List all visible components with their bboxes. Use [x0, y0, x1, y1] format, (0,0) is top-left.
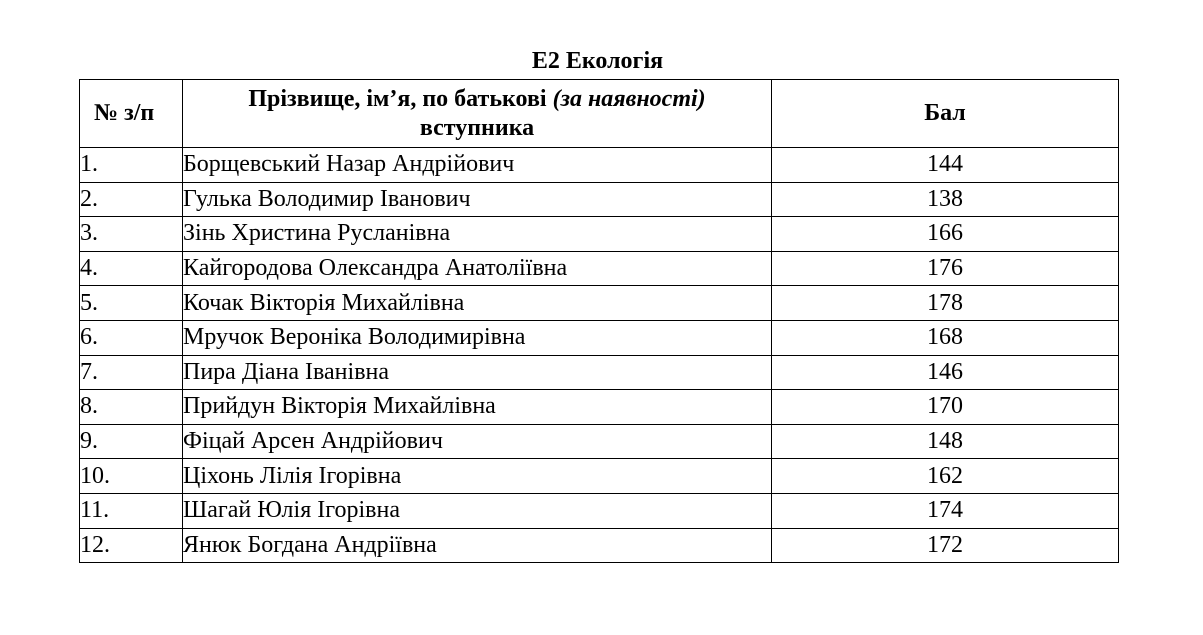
row-number: 5.: [80, 286, 183, 321]
row-score: 166: [772, 217, 1119, 252]
row-name: Кайгородова Олександра Анатоліївна: [183, 251, 772, 286]
row-number: 12.: [80, 528, 183, 563]
row-score: 146: [772, 355, 1119, 390]
row-name: Мручок Вероніка Володимирівна: [183, 320, 772, 355]
row-number: 1.: [80, 148, 183, 183]
header-name-main: Прізвище, ім’я, по батькові: [248, 85, 547, 112]
table-row: [80, 459, 1119, 494]
row-number: 9.: [80, 424, 183, 459]
table-row: [80, 493, 1119, 528]
table-row: [80, 148, 1119, 183]
row-score: 162: [772, 459, 1119, 494]
row-score: 138: [772, 182, 1119, 217]
table-row: [80, 217, 1119, 252]
table-row: [80, 286, 1119, 321]
table-header-row: [80, 80, 1119, 148]
row-name: Ціхонь Лілія Ігорівна: [183, 459, 772, 494]
header-name: [183, 80, 772, 148]
table-row: [80, 528, 1119, 563]
row-score: 144: [772, 148, 1119, 183]
table-row: [80, 355, 1119, 390]
row-score: 168: [772, 320, 1119, 355]
row-score: 174: [772, 493, 1119, 528]
row-number: 2.: [80, 182, 183, 217]
header-score: Бал: [772, 80, 1119, 148]
header-name-italic: (за наявності): [552, 85, 706, 112]
row-name: Прийдун Вікторія Михайлівна: [183, 390, 772, 425]
row-score: 170: [772, 390, 1119, 425]
row-name: Зінь Христина Русланівна: [183, 217, 772, 252]
table-row: [80, 390, 1119, 425]
header-name-last: вступника: [419, 114, 535, 141]
row-number: 10.: [80, 459, 183, 494]
row-score: 178: [772, 286, 1119, 321]
row-number: 3.: [80, 217, 183, 252]
row-number: 11.: [80, 493, 183, 528]
row-number: 4.: [80, 251, 183, 286]
row-name: Кочак Вікторія Михайлівна: [183, 286, 772, 321]
header-number: № з/п: [80, 80, 183, 148]
row-name: Фіцай Арсен Андрійович: [183, 424, 772, 459]
table-row: [80, 182, 1119, 217]
table-row: [80, 424, 1119, 459]
results-table: [79, 79, 1119, 563]
row-number: 7.: [80, 355, 183, 390]
row-name: Шагай Юлія Ігорівна: [183, 493, 772, 528]
row-name: Пира Діана Іванівна: [183, 355, 772, 390]
row-score: 176: [772, 251, 1119, 286]
row-name: Борщевський Назар Андрійович: [183, 148, 772, 183]
row-score: 148: [772, 424, 1119, 459]
table-row: [80, 251, 1119, 286]
row-name: Янюк Богдана Андріївна: [183, 528, 772, 563]
row-number: 8.: [80, 390, 183, 425]
row-number: 6.: [80, 320, 183, 355]
table-row: [80, 320, 1119, 355]
row-score: 172: [772, 528, 1119, 563]
document-title: Е2 Екологія: [531, 48, 664, 74]
row-name: Гулька Володимир Іванович: [183, 182, 772, 217]
